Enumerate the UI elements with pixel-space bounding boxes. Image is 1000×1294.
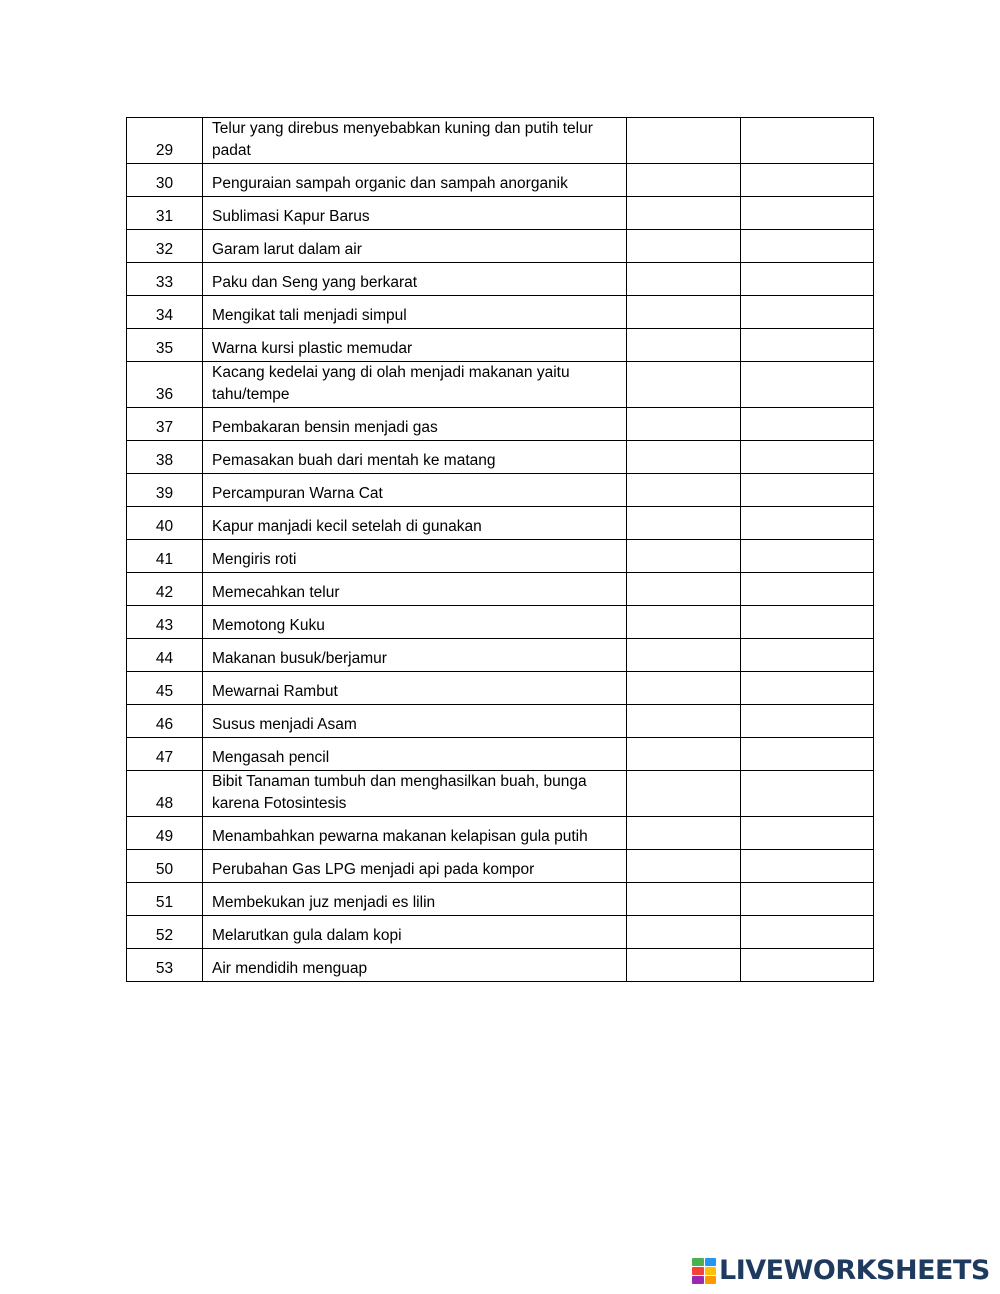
answer-cell-chemical[interactable] xyxy=(741,408,874,441)
row-number: 47 xyxy=(127,738,203,771)
answer-cell-chemical[interactable] xyxy=(741,441,874,474)
table-row xyxy=(127,296,874,329)
answer-cell-physical[interactable] xyxy=(627,164,741,197)
answer-cell-chemical[interactable] xyxy=(741,474,874,507)
table-row xyxy=(127,916,874,949)
answer-cell-physical[interactable] xyxy=(627,672,741,705)
answer-cell-chemical[interactable] xyxy=(741,507,874,540)
table-row xyxy=(127,705,874,738)
row-description: Garam larut dalam air xyxy=(203,230,627,263)
row-description: Kacang kedelai yang di olah menjadi makanan yaitu tahu/tempe xyxy=(203,362,627,408)
row-description: Melarutkan gula dalam kopi xyxy=(203,916,627,949)
logo-block xyxy=(692,1276,704,1284)
answer-cell-chemical[interactable] xyxy=(741,639,874,672)
table-row xyxy=(127,263,874,296)
brand-footer xyxy=(692,1255,990,1286)
logo-block xyxy=(692,1258,704,1266)
answer-cell-physical[interactable] xyxy=(627,916,741,949)
row-number: 49 xyxy=(127,817,203,850)
row-number: 31 xyxy=(127,197,203,230)
row-number: 48 xyxy=(127,771,203,817)
row-description: Mengasah pencil xyxy=(203,738,627,771)
answer-cell-chemical[interactable] xyxy=(741,329,874,362)
answer-cell-physical[interactable] xyxy=(627,329,741,362)
row-description: Percampuran Warna Cat xyxy=(203,474,627,507)
row-description: Pemasakan buah dari mentah ke matang xyxy=(203,441,627,474)
answer-cell-chemical[interactable] xyxy=(741,817,874,850)
row-number: 34 xyxy=(127,296,203,329)
table-row xyxy=(127,850,874,883)
row-description: Mewarnai Rambut xyxy=(203,672,627,705)
row-number: 30 xyxy=(127,164,203,197)
answer-cell-physical[interactable] xyxy=(627,738,741,771)
table-row xyxy=(127,329,874,362)
row-number: 37 xyxy=(127,408,203,441)
table-row xyxy=(127,118,874,164)
answer-cell-chemical[interactable] xyxy=(741,850,874,883)
table-row xyxy=(127,408,874,441)
table-row xyxy=(127,672,874,705)
answer-cell-chemical[interactable] xyxy=(741,197,874,230)
row-description: Menambahkan pewarna makanan kelapisan gula putih xyxy=(203,817,627,850)
row-description: Pembakaran bensin menjadi gas xyxy=(203,408,627,441)
row-number: 53 xyxy=(127,949,203,982)
table-row xyxy=(127,197,874,230)
row-description: Memotong Kuku xyxy=(203,606,627,639)
logo-block xyxy=(705,1267,717,1275)
answer-cell-physical[interactable] xyxy=(627,362,741,408)
row-number: 39 xyxy=(127,474,203,507)
answer-cell-physical[interactable] xyxy=(627,263,741,296)
row-description: Penguraian sampah organic dan sampah anorganik xyxy=(203,164,627,197)
logo-block xyxy=(692,1267,704,1275)
table-row xyxy=(127,738,874,771)
row-number: 42 xyxy=(127,573,203,606)
answer-cell-chemical[interactable] xyxy=(741,540,874,573)
table-row xyxy=(127,883,874,916)
answer-cell-chemical[interactable] xyxy=(741,949,874,982)
row-number: 43 xyxy=(127,606,203,639)
answer-cell-physical[interactable] xyxy=(627,408,741,441)
row-number: 51 xyxy=(127,883,203,916)
table-row xyxy=(127,507,874,540)
answer-cell-chemical[interactable] xyxy=(741,916,874,949)
table-row xyxy=(127,230,874,263)
table-row xyxy=(127,949,874,982)
row-description: Susus menjadi Asam xyxy=(203,705,627,738)
table-row xyxy=(127,441,874,474)
row-number: 44 xyxy=(127,639,203,672)
row-description: Memecahkan telur xyxy=(203,573,627,606)
answer-cell-chemical[interactable] xyxy=(741,738,874,771)
row-description: Air mendidih menguap xyxy=(203,949,627,982)
answer-cell-physical[interactable] xyxy=(627,639,741,672)
answer-cell-physical[interactable] xyxy=(627,118,741,164)
answer-cell-physical[interactable] xyxy=(627,606,741,639)
table-row xyxy=(127,606,874,639)
table-row xyxy=(127,164,874,197)
answer-cell-physical[interactable] xyxy=(627,540,741,573)
row-number: 50 xyxy=(127,850,203,883)
answer-cell-chemical[interactable] xyxy=(741,883,874,916)
row-description: Kapur manjadi kecil setelah di gunakan xyxy=(203,507,627,540)
answer-cell-chemical[interactable] xyxy=(741,164,874,197)
answer-cell-physical[interactable] xyxy=(627,771,741,817)
row-number: 45 xyxy=(127,672,203,705)
row-description: Perubahan Gas LPG menjadi api pada kompor xyxy=(203,850,627,883)
answer-cell-physical[interactable] xyxy=(627,850,741,883)
row-number: 40 xyxy=(127,507,203,540)
table-row xyxy=(127,573,874,606)
row-description: Sublimasi Kapur Barus xyxy=(203,197,627,230)
answer-cell-physical[interactable] xyxy=(627,197,741,230)
answer-cell-physical[interactable] xyxy=(627,441,741,474)
answer-cell-physical[interactable] xyxy=(627,474,741,507)
answer-cell-physical[interactable] xyxy=(627,296,741,329)
answer-cell-chemical[interactable] xyxy=(741,705,874,738)
row-number: 52 xyxy=(127,916,203,949)
answer-cell-chemical[interactable] xyxy=(741,296,874,329)
row-number: 46 xyxy=(127,705,203,738)
row-description: Paku dan Seng yang berkarat xyxy=(203,263,627,296)
answer-cell-chemical[interactable] xyxy=(741,230,874,263)
table-row xyxy=(127,639,874,672)
answer-cell-physical[interactable] xyxy=(627,817,741,850)
answer-cell-chemical[interactable] xyxy=(741,771,874,817)
logo-block xyxy=(705,1276,717,1284)
answer-cell-chemical[interactable] xyxy=(741,118,874,164)
row-description: Mengikat tali menjadi simpul xyxy=(203,296,627,329)
answer-cell-physical[interactable] xyxy=(627,883,741,916)
row-number: 33 xyxy=(127,263,203,296)
row-description: Membekukan juz menjadi es lilin xyxy=(203,883,627,916)
answer-cell-physical[interactable] xyxy=(627,507,741,540)
answer-cell-chemical[interactable] xyxy=(741,263,874,296)
table-row xyxy=(127,540,874,573)
row-description: Mengiris roti xyxy=(203,540,627,573)
answer-cell-physical[interactable] xyxy=(627,949,741,982)
answer-cell-chemical[interactable] xyxy=(741,362,874,408)
row-number: 32 xyxy=(127,230,203,263)
answer-cell-physical[interactable] xyxy=(627,230,741,263)
row-number: 41 xyxy=(127,540,203,573)
table-row xyxy=(127,771,874,817)
row-description: Telur yang direbus menyebabkan kuning dan putih telur padat xyxy=(203,118,627,164)
logo-block xyxy=(705,1258,717,1266)
row-description: Bibit Tanaman tumbuh dan menghasilkan buah, bunga karena Fotosintesis xyxy=(203,771,627,817)
worksheet-rows xyxy=(127,118,874,982)
table-row xyxy=(127,362,874,408)
answer-cell-chemical[interactable] xyxy=(741,606,874,639)
row-number: 35 xyxy=(127,329,203,362)
brand-name: LIVEWORKSHEETS xyxy=(719,1255,990,1286)
answer-cell-physical[interactable] xyxy=(627,573,741,606)
row-description: Warna kursi plastic memudar xyxy=(203,329,627,362)
liveworksheets-logo-icon xyxy=(692,1258,716,1284)
row-number: 36 xyxy=(127,362,203,408)
table-row xyxy=(127,474,874,507)
row-number: 38 xyxy=(127,441,203,474)
row-description: Makanan busuk/berjamur xyxy=(203,639,627,672)
answer-cell-chemical[interactable] xyxy=(741,573,874,606)
table-row xyxy=(127,817,874,850)
worksheet-table xyxy=(126,117,874,982)
row-number: 29 xyxy=(127,118,203,164)
answer-cell-physical[interactable] xyxy=(627,705,741,738)
answer-cell-chemical[interactable] xyxy=(741,672,874,705)
